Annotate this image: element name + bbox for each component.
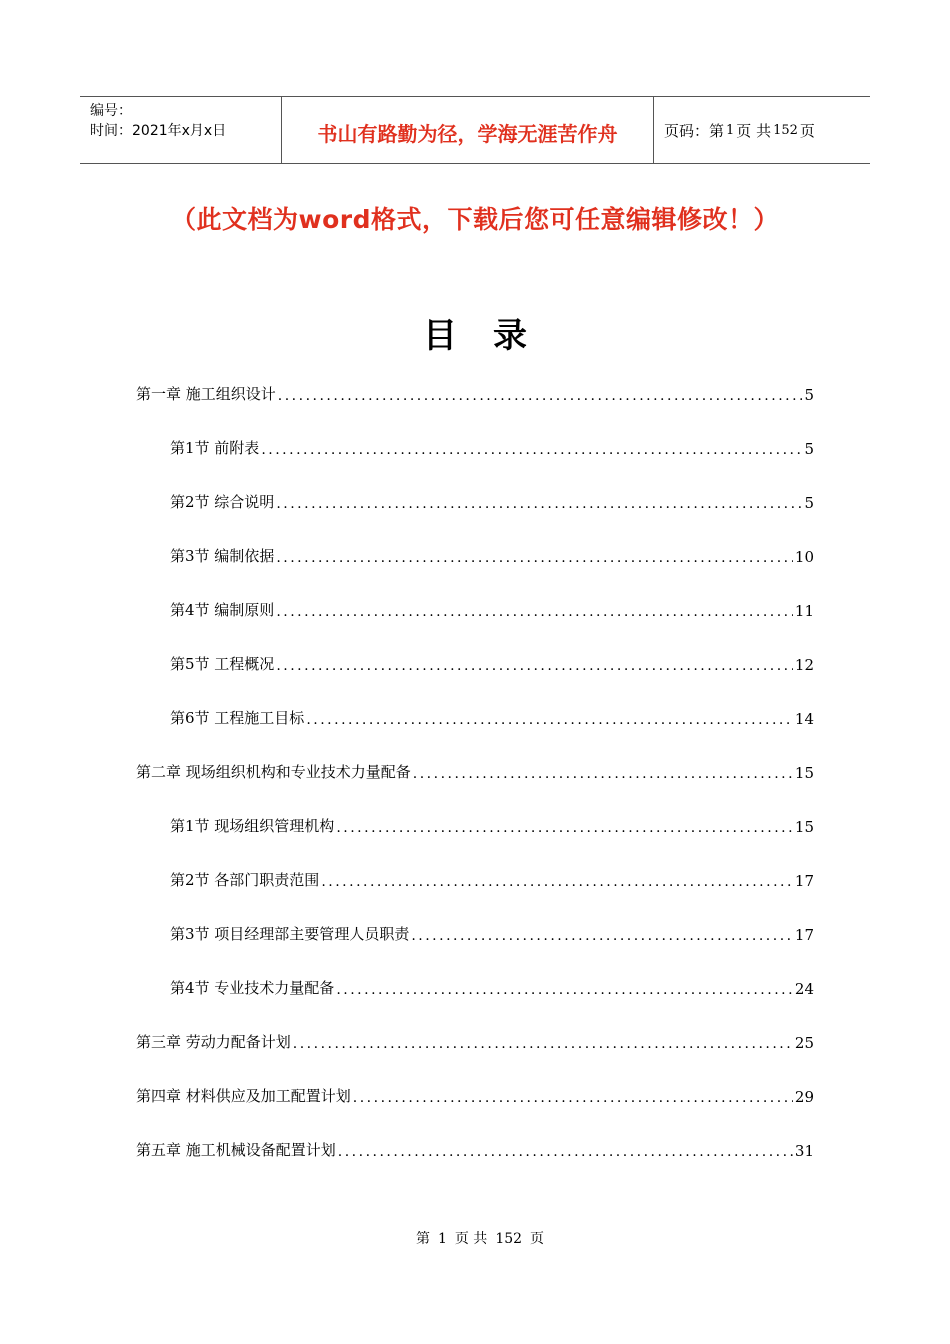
toc-entry[interactable]: [170, 972, 814, 998]
header-page-current: 1: [726, 122, 735, 138]
toc-entry-page: 14: [794, 710, 814, 728]
header-time-label: 时间：2021年x月x日: [90, 123, 227, 139]
toc-leader-dots: [276, 550, 793, 566]
toc-leader-dots: [338, 1144, 793, 1160]
footer-suffix: 页: [530, 1231, 545, 1247]
toc-title: 目录: [423, 316, 563, 356]
toc-entry[interactable]: [170, 918, 814, 944]
toc-leader-dots: [276, 658, 793, 674]
toc-entry-label: 第4节 编制原则: [170, 601, 275, 619]
toc-entry-page: 12: [794, 656, 814, 674]
toc-entry-label: 第2节 各部门职责范围: [170, 871, 320, 889]
footer-mid: 页 共: [454, 1231, 488, 1247]
toc-entry-label: 第二章 现场组织机构和专业技术力量配备: [136, 763, 411, 781]
toc-entry-label: 第2节 综合说明: [170, 493, 275, 511]
toc-leader-dots: [321, 874, 793, 890]
toc-leader-dots: [411, 928, 793, 944]
toc-entry-label: 第3节 项目经理部主要管理人员职责: [170, 925, 410, 943]
toc-entry-label: 第四章 材料供应及加工配置计划: [136, 1087, 351, 1105]
toc-entry[interactable]: [170, 810, 814, 836]
toc-entry-page: 5: [804, 386, 814, 404]
toc-entry-page: 5: [804, 494, 814, 512]
toc-entry-label: 第五章 施工机械设备配置计划: [136, 1141, 336, 1159]
toc-entry[interactable]: [170, 594, 814, 620]
toc-entry[interactable]: [136, 1134, 814, 1160]
toc-leader-dots: [353, 1090, 793, 1106]
toc-entry-page: 10: [794, 548, 814, 566]
header-page-prefix: 页码：第: [664, 121, 725, 140]
toc-entry-label: 第5节 工程概况: [170, 655, 275, 673]
toc-leader-dots: [413, 766, 793, 782]
toc-leader-dots: [276, 496, 802, 512]
header-page-total: 152: [773, 122, 798, 138]
toc-entry[interactable]: [170, 648, 814, 674]
toc-entry-page: 31: [794, 1142, 814, 1160]
header-table: [80, 96, 870, 164]
toc-entry-label: 第6节 工程施工目标: [170, 709, 305, 727]
footer-total: 152: [495, 1231, 523, 1247]
header-page-mid: 页 共: [736, 121, 772, 140]
toc-leader-dots: [276, 604, 793, 620]
header-motto: 书山有路勤为径，学海无涯苦作舟: [282, 97, 654, 163]
toc-leader-dots: [278, 388, 803, 404]
footer-current: 1: [437, 1231, 447, 1247]
toc-entry-page: 5: [804, 440, 814, 458]
toc-entry-page: 15: [794, 764, 814, 782]
toc-entry-label: 第1节 前附表: [170, 439, 260, 457]
toc-entry-page: 24: [794, 980, 814, 998]
toc-leader-dots: [306, 712, 793, 728]
toc-entry[interactable]: [136, 1026, 814, 1052]
toc-entry[interactable]: [136, 756, 814, 782]
toc-entry[interactable]: [170, 540, 814, 566]
toc-entry[interactable]: [170, 486, 814, 512]
toc-entry-page: 29: [794, 1088, 814, 1106]
header-meta-cell: [80, 97, 282, 163]
toc-entry-label: 第三章 劳动力配备计划: [136, 1033, 291, 1051]
toc-entry-label: 第1节 现场组织管理机构: [170, 817, 335, 835]
toc-leader-dots: [336, 820, 793, 836]
toc-entry[interactable]: [170, 864, 814, 890]
toc-entry-page: 17: [794, 872, 814, 890]
toc-entry-page: 17: [794, 926, 814, 944]
toc-leader-dots: [293, 1036, 793, 1052]
toc-entry-label: 第3节 编制依据: [170, 547, 275, 565]
header-page-info: [654, 97, 870, 163]
toc-entry-label: 第一章 施工组织设计: [136, 385, 276, 403]
edit-notice: （此文档为word格式，下载后您可任意编辑修改！）: [171, 205, 779, 234]
header-page-suffix: 页: [799, 121, 815, 140]
header-number-label: 编号：: [90, 103, 132, 119]
page-footer: [0, 1228, 950, 1248]
footer-prefix: 第: [415, 1231, 430, 1247]
toc-entry[interactable]: [170, 702, 814, 728]
toc-entry-page: 25: [794, 1034, 814, 1052]
toc-entry-label: 第4节 专业技术力量配备: [170, 979, 335, 997]
toc-leader-dots: [261, 442, 802, 458]
toc-leader-dots: [336, 982, 793, 998]
toc-entry[interactable]: [170, 432, 814, 458]
toc-entry[interactable]: [136, 378, 814, 404]
toc-entry-page: 11: [794, 602, 814, 620]
toc-entry-page: 15: [794, 818, 814, 836]
toc-entry[interactable]: [136, 1080, 814, 1106]
